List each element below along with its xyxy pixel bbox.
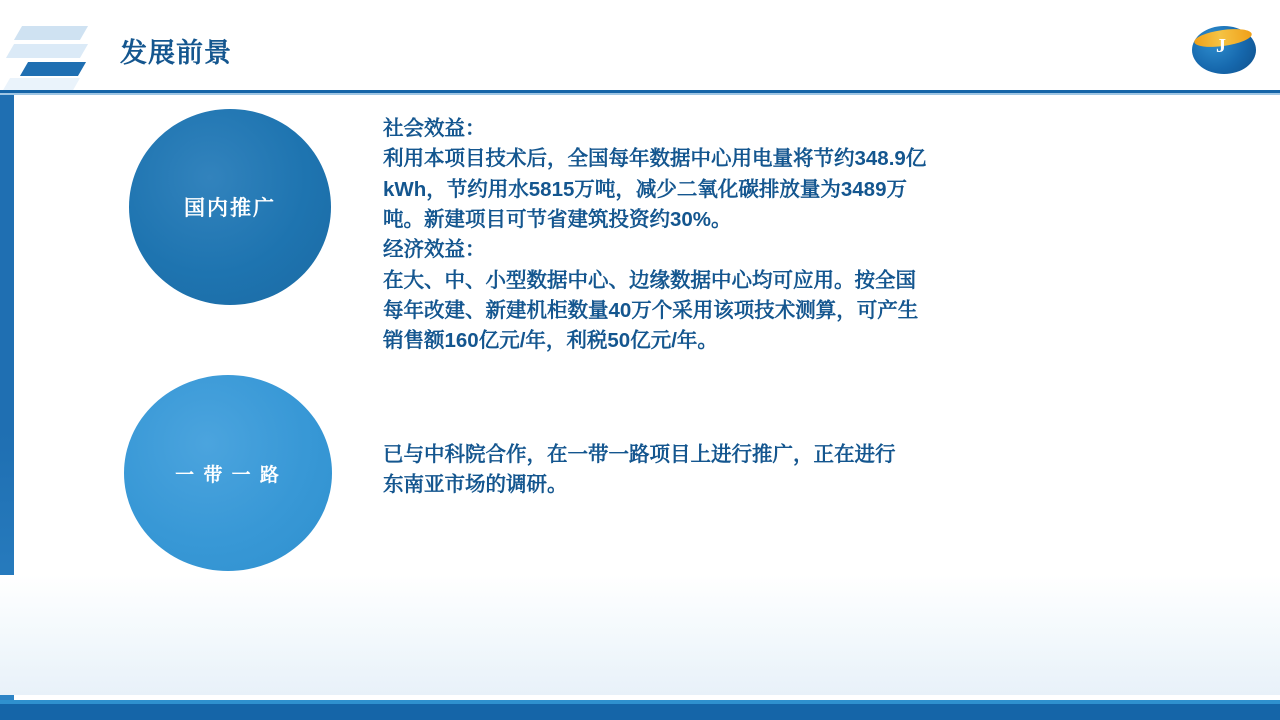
decorative-stripe-3 [20, 62, 86, 76]
content-block-benefits [383, 114, 1063, 357]
text-line: 东南亚市场的调研。 [383, 473, 568, 497]
text-line: 销售额160亿元/年，利税50亿元/年。 [383, 329, 718, 353]
page-title: 发展前景 [120, 38, 232, 68]
text-line: 已与中科院合作，在一带一路项目上进行推广，正在进行 [383, 443, 896, 466]
decorative-stripe-2 [6, 44, 88, 58]
bottom-gradient [0, 575, 1280, 695]
text-line: kWh，节约用水5815万吨，减少二氧化碳排放量为3489万 [383, 177, 907, 201]
circle-2-label: 一 带 一 路 [175, 464, 281, 486]
text-line: 利用本项目技术后，全国每年数据中心用电量将节约348.9亿 [383, 147, 927, 171]
slide-header [0, 0, 1280, 92]
circle-label-belt-and-road [124, 375, 332, 571]
logo-letter: J [1216, 35, 1226, 57]
text-line: 吨。新建项目可节省建筑投资约30%。 [383, 207, 732, 231]
circle-1-label: 国内推广 [184, 197, 276, 220]
bottom-bar [0, 704, 1280, 720]
circle-label-domestic [129, 109, 331, 305]
text-line: 社会效益： [383, 117, 486, 140]
text-line: 经济效益： [383, 238, 486, 262]
decorative-stripe-1 [14, 26, 88, 40]
company-logo-icon [1192, 26, 1260, 76]
content-block-belt-and-road [383, 440, 1063, 501]
text-line: 在大、中、小型数据中心、边缘数据中心均可应用。按全国 [383, 268, 916, 292]
header-divider-light [0, 93, 1280, 95]
text-line: 每年改建、新建机柜数量40万个采用该项技术测算，可产生 [383, 298, 919, 322]
